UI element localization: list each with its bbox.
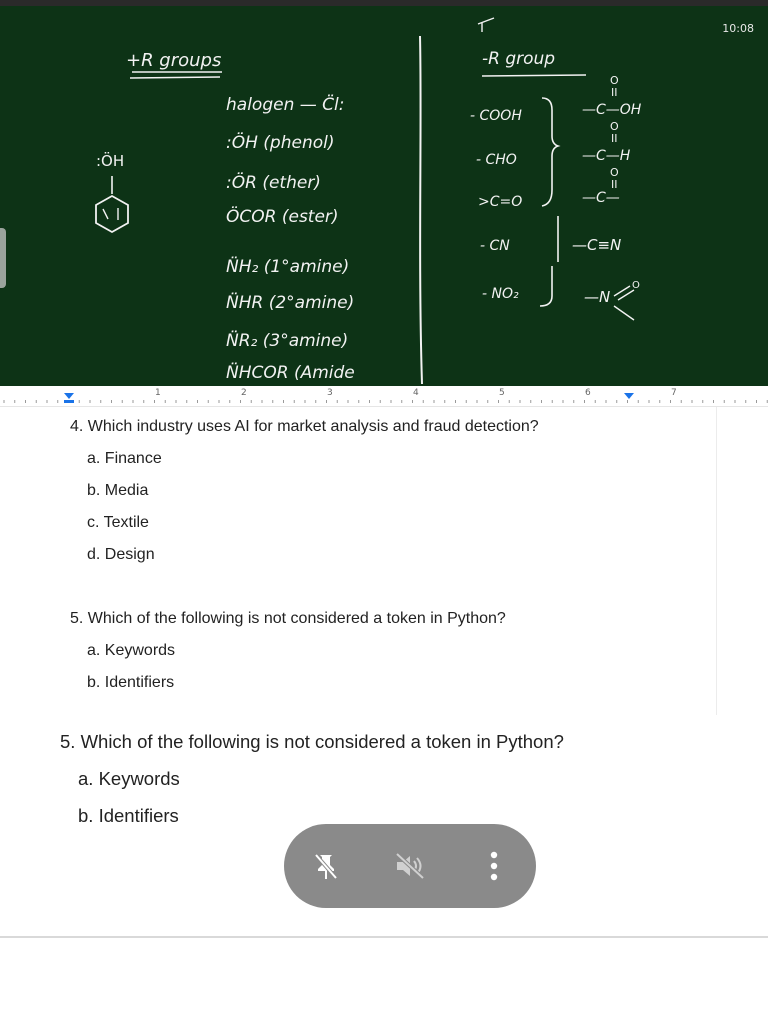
- question-5: 5. Which of the following is not considered a token in Python?: [60, 731, 564, 752]
- right-group: - CHO: [476, 152, 517, 168]
- structure-bond: II: [611, 178, 618, 191]
- left-item: :ÖH (phenol): [226, 133, 335, 153]
- left-item: N̈H₂ (1°amine): [226, 257, 350, 277]
- ruler-number: 4: [413, 388, 419, 398]
- volume-off-icon: [393, 851, 427, 881]
- chalkboard-drawing: [0, 6, 768, 386]
- left-item: ÖCOR (ester): [226, 207, 339, 227]
- left-item: halogen — C̈l:: [226, 95, 345, 115]
- right-group: - CN: [480, 238, 510, 254]
- right-heading: -R group: [482, 49, 556, 69]
- left-heading: +R groups: [126, 50, 222, 71]
- question-5: 5. Which of the following is not considered a token in Python?: [70, 610, 506, 627]
- more-vertical-icon: [488, 850, 500, 882]
- right-group: - NO₂: [482, 286, 519, 302]
- ruler-ticks: [0, 386, 768, 406]
- right-structure: —C≡N: [572, 236, 622, 254]
- right-structure: —C—H: [582, 148, 631, 164]
- structure-o: O: [610, 74, 619, 87]
- structure-bond: II: [611, 132, 618, 145]
- structure-bond: II: [611, 86, 618, 99]
- unpin-button[interactable]: [302, 842, 350, 890]
- left-item: N̈HR (2°amine): [226, 293, 355, 313]
- left-item: N̈HCOR (Amide: [226, 363, 355, 383]
- option-item: b. Identifiers: [87, 674, 175, 691]
- ruler-number: 2: [241, 388, 247, 398]
- floating-controls: [284, 824, 536, 908]
- structure-o: O: [632, 280, 640, 291]
- structure-o: O: [610, 120, 619, 133]
- side-handle[interactable]: [0, 228, 6, 288]
- benzene-ring-icon: [96, 196, 128, 232]
- option-item: a. Finance: [87, 450, 162, 467]
- left-item: N̈R₂ (3°amine): [226, 331, 349, 351]
- document-page-upper: [0, 407, 717, 715]
- pin-off-icon: [311, 851, 341, 881]
- option-item: c. Textile: [87, 514, 149, 531]
- structure-o: O: [610, 166, 619, 179]
- ruler-number: 7: [671, 388, 677, 398]
- option-item: b. Identifiers: [78, 805, 179, 826]
- ruler: [0, 386, 768, 407]
- option-item: d. Design: [87, 546, 155, 563]
- divider: [0, 936, 768, 938]
- right-structure: —C—OH: [582, 102, 642, 118]
- mute-button[interactable]: [386, 842, 434, 890]
- right-group: - COOH: [470, 108, 522, 124]
- right-structure: —C—: [582, 190, 620, 206]
- ruler-number: 5: [499, 388, 505, 398]
- ruler-number: 6: [585, 388, 591, 398]
- left-indent-marker[interactable]: [64, 393, 74, 399]
- clock: 10:08: [722, 22, 754, 35]
- question-4: 4. Which industry uses AI for market analysis and fraud detection?: [70, 418, 539, 435]
- phenol-label: :ÖH: [96, 152, 125, 170]
- right-indent-marker[interactable]: [624, 393, 634, 399]
- left-item: :ÖR (ether): [226, 173, 321, 193]
- first-line-indent-marker[interactable]: [64, 400, 74, 403]
- chalkboard: [0, 6, 768, 386]
- ruler-number: 1: [155, 388, 161, 398]
- ruler-number: 3: [327, 388, 333, 398]
- option-item: a. Keywords: [78, 768, 180, 789]
- right-group: >C=O: [478, 194, 523, 210]
- right-structure: —N: [584, 288, 611, 306]
- more-options-button[interactable]: [470, 842, 518, 890]
- option-item: a. Keywords: [87, 642, 176, 659]
- option-item: b. Media: [87, 482, 149, 499]
